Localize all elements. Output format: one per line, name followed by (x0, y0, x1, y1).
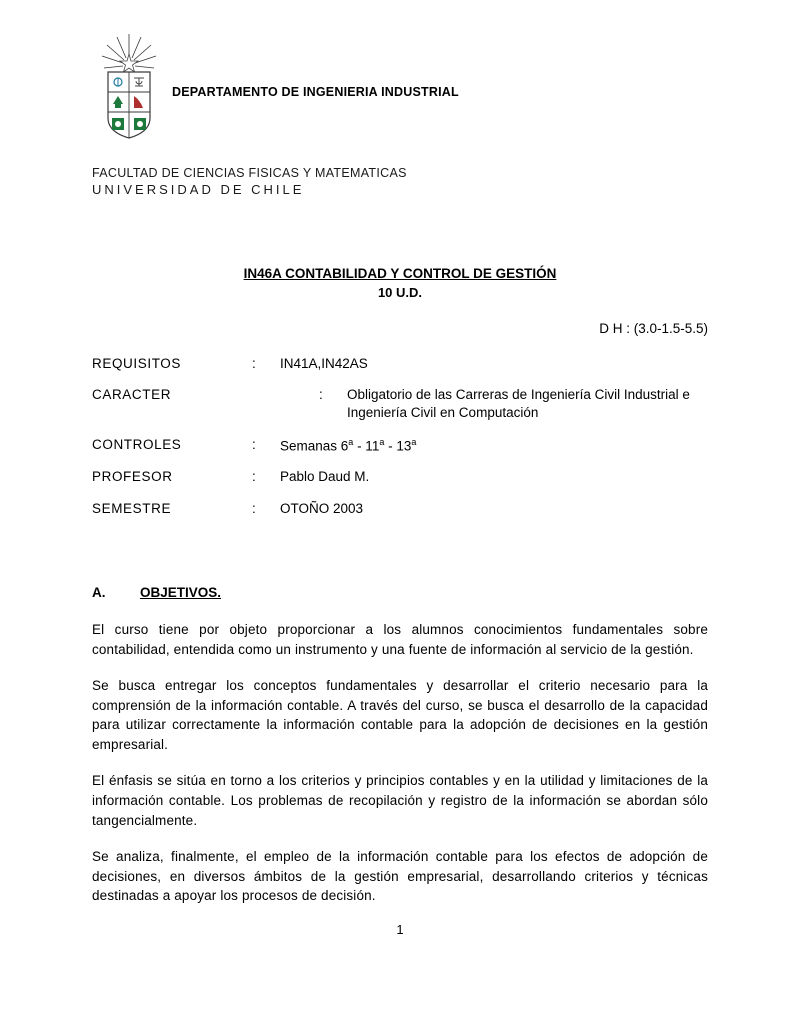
section-heading (92, 585, 221, 600)
page-number: 1 (396, 922, 404, 937)
paragraph: Se busca entregar los conceptos fundamentales y desarrollar el criterio necesario para la comprensión de la información contable. A través del curso, se busca el desarrollo de la capacidad para utilizar correctamente la información contable para la adopción de decisiones en la gestión empresarial. (92, 678, 708, 752)
info-colon: : (252, 356, 256, 371)
info-label-requisitos: REQUISITOS (92, 356, 182, 371)
info-row (92, 468, 712, 486)
paragraph: El curso tiene por objeto proporcionar a los alumnos conocimientos fundamentales sobre contabilidad, entendida como un instrumento y una fuente de información al servicio de la gestión. (92, 622, 708, 657)
info-label-profesor: PROFESOR (92, 469, 173, 485)
info-value-caracter: Obligatorio de las Carreras de Ingeniería Civil Industrial e Ingeniería Civil en Computación (347, 387, 690, 421)
section-body (92, 620, 708, 923)
course-title (0, 266, 800, 281)
faculty-line: FACULTAD DE CIENCIAS FISICAS Y MATEMATICAS (92, 166, 407, 180)
info-label-controles: CONTROLES (92, 436, 182, 452)
info-colon: : (252, 500, 256, 516)
course-units: 10 U.D. (377, 285, 423, 300)
info-label-semestre: SEMESTRE (92, 500, 172, 516)
info-value-profesor: Pablo Daud M. (280, 469, 370, 485)
info-colon: : (252, 436, 256, 452)
info-colon: : (319, 387, 323, 403)
info-value-semestre: OTOÑO 2003 (280, 500, 364, 516)
section-letter: A. (92, 585, 106, 600)
info-row (92, 386, 712, 422)
info-row (92, 355, 712, 373)
info-label-caracter: CARACTER (92, 387, 172, 403)
info-row (92, 436, 712, 456)
department-title: DEPARTAMENTO DE INGENIERIA INDUSTRIAL (172, 85, 459, 99)
paragraph: Se analiza, finalmente, el empleo de la información contable para los efectos de adopción de decisiones, en diversos ámbitos de la gestión empresarial, desarrollando criterios y técnicas destinadas a apoyar los procesos de decisión. (92, 849, 708, 904)
course-dh: D H : (3.0-1.5-5.5) (599, 321, 708, 336)
course-title-text: IN46A CONTABILIDAD Y CONTROL DE GESTIÓN (243, 266, 557, 281)
section-title: OBJETIVOS. (140, 585, 222, 600)
course-info-table (92, 355, 712, 531)
university-crest-icon (98, 32, 160, 140)
paragraph: El énfasis se sitúa en torno a los criterios y principios contables y en la utilidad y limitaciones de la información contable. Los problemas de recopilación y registro de la información se abordan sólo tangencialmente. (92, 773, 708, 828)
document-header (92, 32, 712, 152)
info-value-controles: Semanas 6$^a$ - 11$^a$ - 13$^a$ (280, 436, 417, 454)
info-value-requisitos: IN41A,IN42AS (280, 356, 368, 371)
info-colon: : (252, 469, 256, 485)
university-line: UNIVERSIDAD DE CHILE (92, 182, 305, 197)
info-row (92, 500, 712, 518)
